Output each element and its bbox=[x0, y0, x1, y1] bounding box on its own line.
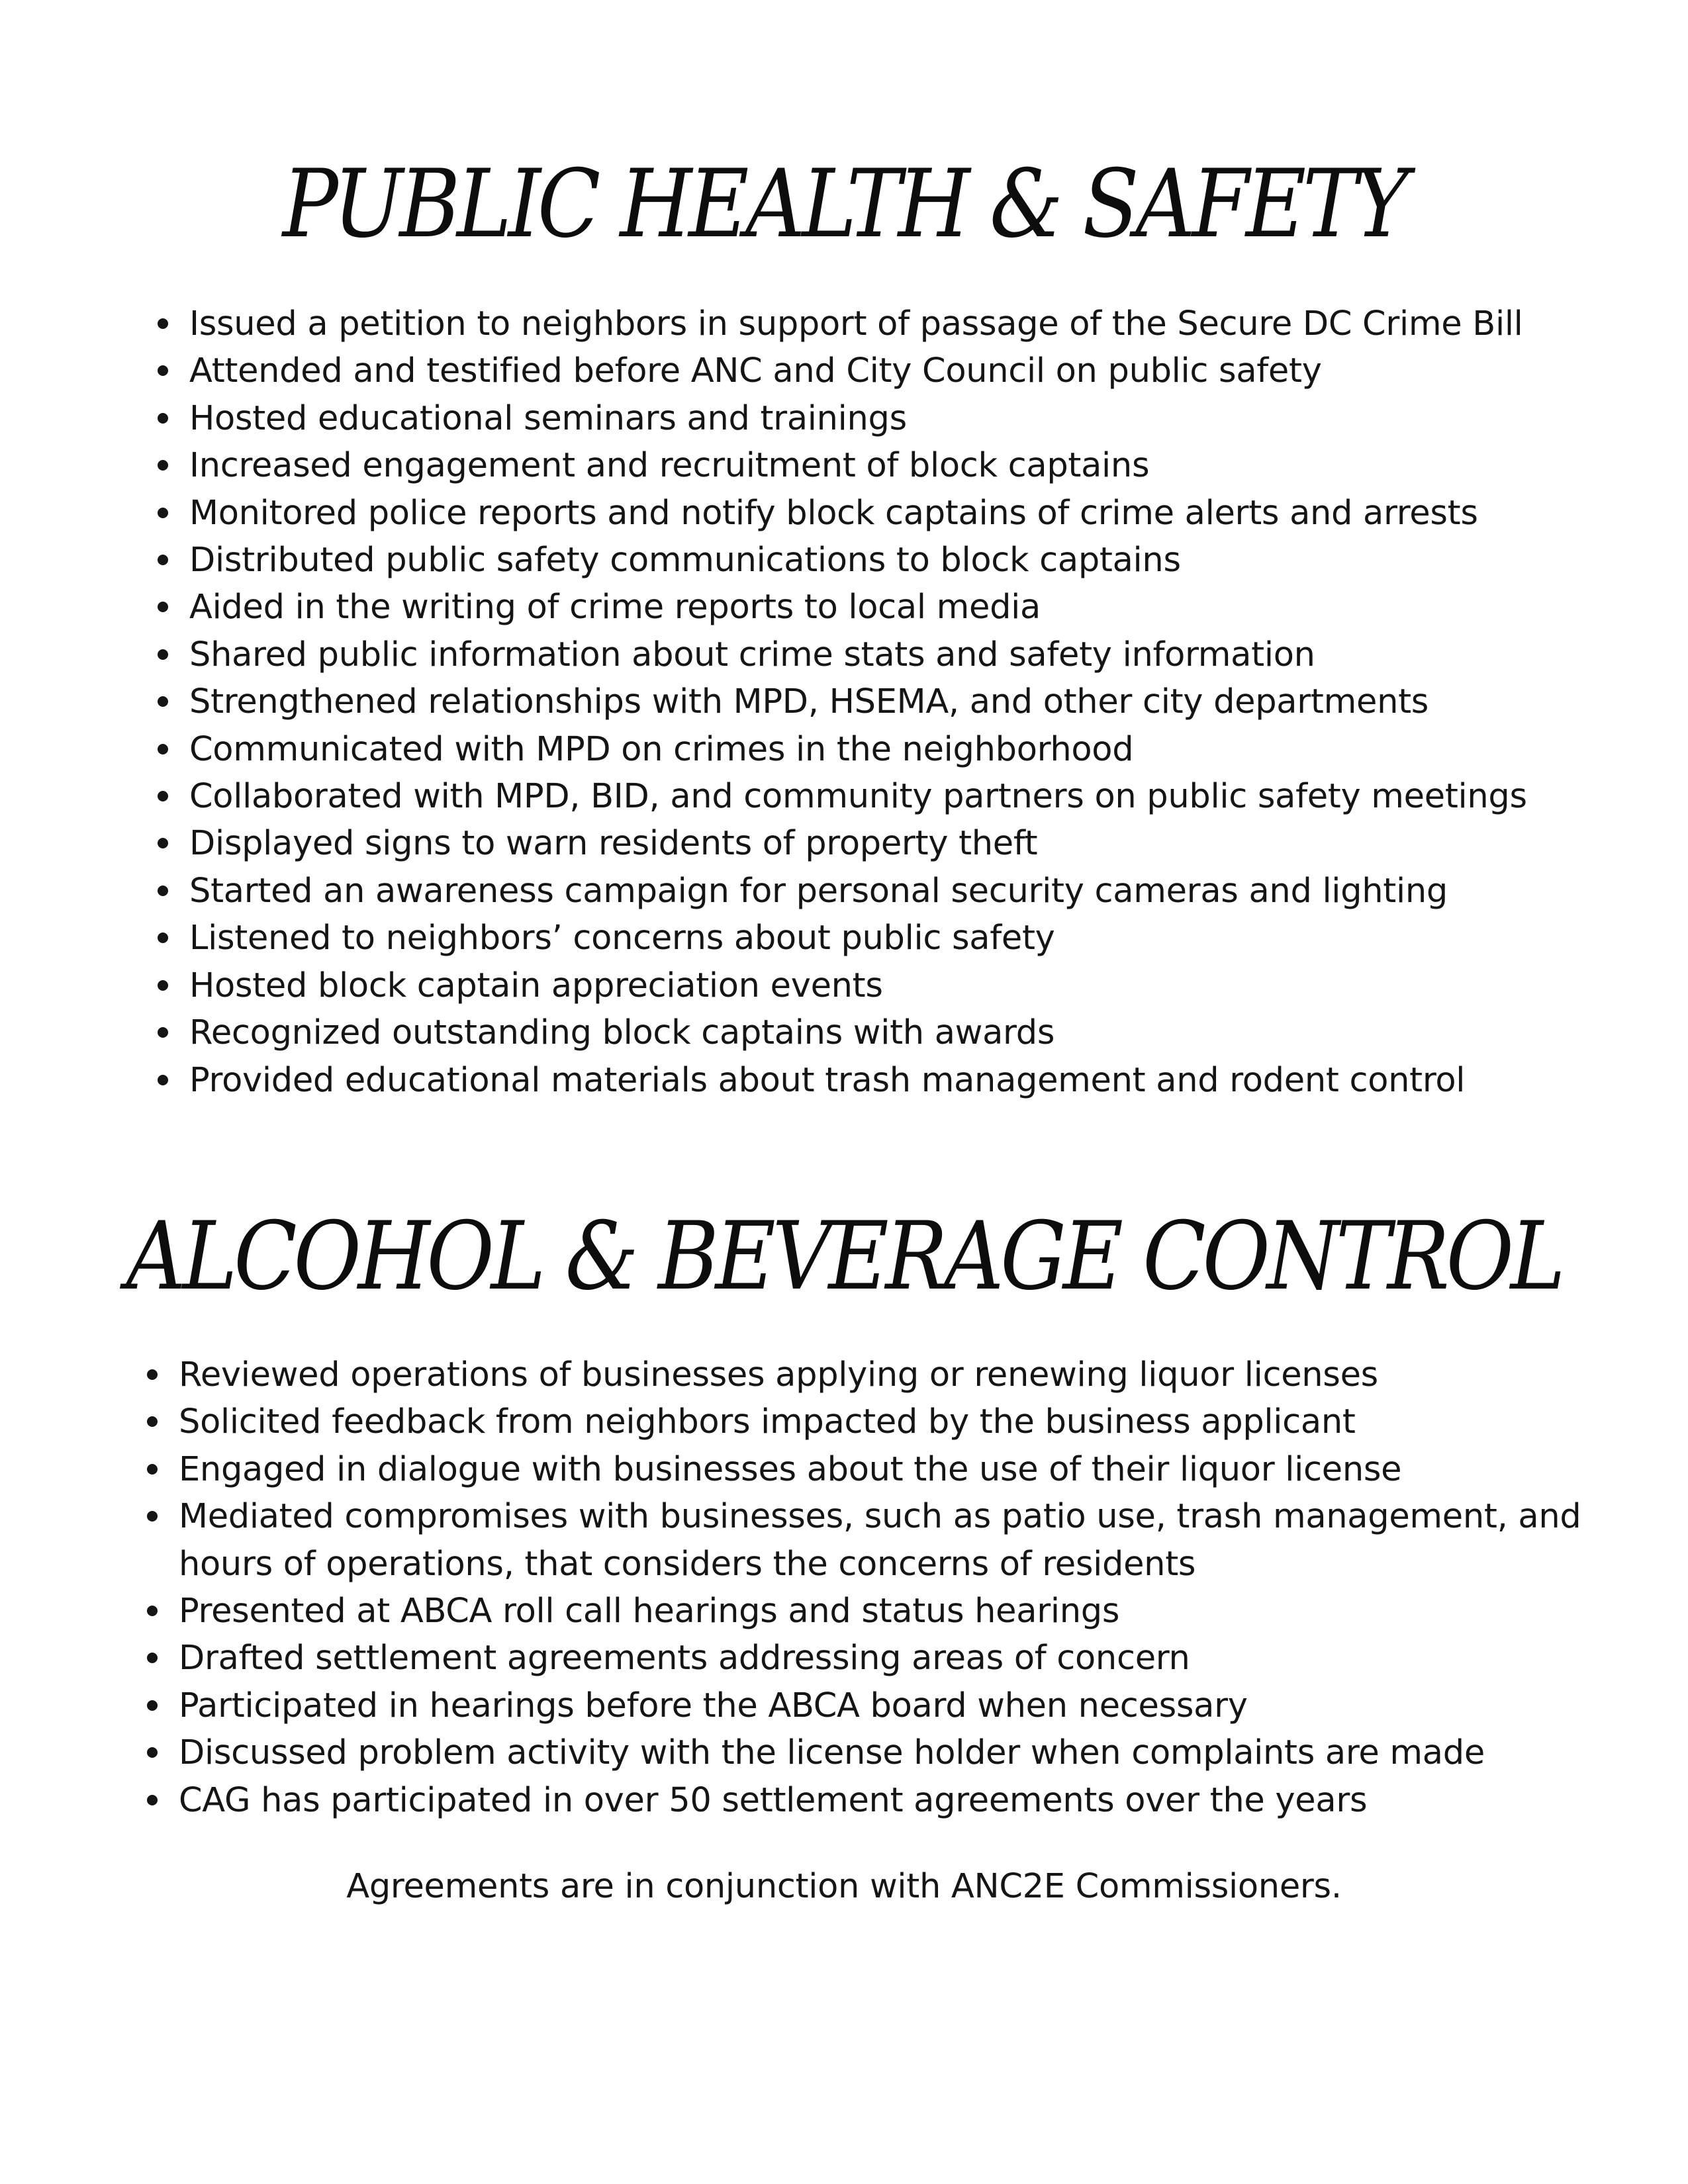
bullet-icon bbox=[147, 1416, 158, 1427]
list-item-text: Mediated compromises with businesses, such as patio use, trash management, and hours of operations, that considers the concerns of residents bbox=[179, 1497, 1581, 1584]
bullet-icon bbox=[147, 1700, 158, 1711]
bullet-icon bbox=[158, 460, 168, 471]
list-item-text: Increased engagement and recruitment of block captains bbox=[189, 446, 1150, 486]
list-item-text: Recognized outstanding block captains with awards bbox=[189, 1013, 1055, 1053]
list-item bbox=[140, 1777, 1597, 1824]
list-item bbox=[151, 915, 1594, 962]
list-item bbox=[151, 726, 1594, 773]
list-item bbox=[140, 1635, 1597, 1682]
list-item bbox=[151, 820, 1594, 867]
bullet-icon bbox=[147, 1795, 158, 1805]
list-item-text: Monitored police reports and notify block captains of crime alerts and arrests bbox=[189, 493, 1478, 533]
bullet-icon bbox=[158, 933, 168, 943]
list-item-text: Participated in hearings before the ABCA board when necessary bbox=[179, 1686, 1248, 1725]
list-item bbox=[151, 631, 1594, 678]
bullet-icon bbox=[158, 1027, 168, 1038]
list-item-text: Issued a petition to neighbors in support of passage of the Secure DC Crime Bill bbox=[189, 304, 1523, 343]
bullet-icon bbox=[158, 744, 168, 754]
list-item-text: Communicated with MPD on crimes in the neighborhood bbox=[189, 729, 1134, 769]
list-item bbox=[151, 300, 1594, 347]
list-item bbox=[151, 537, 1594, 584]
bullet-icon bbox=[158, 508, 168, 518]
bullet-icon bbox=[158, 1075, 168, 1085]
list-item-text: Distributed public safety communications to block captains bbox=[189, 541, 1181, 580]
bullet-icon bbox=[147, 1747, 158, 1758]
list-item bbox=[151, 490, 1594, 537]
list-item-text: Reviewed operations of businesses applying or renewing liquor licenses bbox=[179, 1355, 1378, 1394]
bullet-icon bbox=[158, 696, 168, 707]
bullet-icon bbox=[158, 791, 168, 801]
bullet-icon bbox=[147, 1464, 158, 1475]
bullet-icon bbox=[147, 1369, 158, 1380]
footnote: Agreements are in conjunction with ANC2E Commissioners. bbox=[346, 1867, 1342, 1906]
list-item bbox=[140, 1588, 1597, 1635]
list-item bbox=[140, 1729, 1597, 1776]
list-item-text: Hosted educational seminars and trainings bbox=[189, 398, 907, 438]
list-item bbox=[140, 1351, 1597, 1398]
bullet-icon bbox=[158, 365, 168, 376]
list-item-text: Displayed signs to warn residents of property theft bbox=[189, 824, 1038, 864]
list-item-text: Provided educational materials about trash management and rodent control bbox=[189, 1060, 1466, 1100]
list-item-text: Shared public information about crime stats and safety information bbox=[189, 635, 1315, 674]
bullet-icon bbox=[158, 602, 168, 612]
list-item bbox=[151, 347, 1594, 394]
section-heading-alcohol-beverage-control: ALCOHOL & BEVERAGE CONTROL bbox=[126, 1202, 1562, 1311]
list-item bbox=[151, 442, 1594, 489]
list-item-text: Collaborated with MPD, BID, and community partners on public safety meetings bbox=[189, 777, 1527, 817]
list-item bbox=[140, 1398, 1597, 1445]
list-item-text: Hosted block captain appreciation events bbox=[189, 966, 883, 1005]
list-item-text: Discussed problem activity with the license holder when complaints are made bbox=[179, 1733, 1485, 1773]
list-item bbox=[140, 1493, 1609, 1588]
alcohol-beverage-control-list bbox=[140, 1351, 1597, 1824]
bullet-icon bbox=[147, 1606, 158, 1616]
list-item-text: Strengthened relationships with MPD, HSEMA, and other city departments bbox=[189, 682, 1429, 722]
list-item bbox=[151, 962, 1594, 1009]
bullet-icon bbox=[147, 1653, 158, 1663]
list-item-text: Listened to neighbors’ concerns about public safety bbox=[189, 919, 1055, 958]
section-heading-public-health-safety: PUBLIC HEALTH & SAFETY bbox=[282, 150, 1406, 259]
list-item-text: CAG has participated in over 50 settlement agreements over the years bbox=[179, 1780, 1368, 1820]
bullet-icon bbox=[158, 886, 168, 896]
list-item bbox=[151, 773, 1594, 820]
list-item bbox=[140, 1682, 1597, 1729]
list-item-text: Attended and testified before ANC and City Council on public safety bbox=[189, 351, 1322, 391]
bullet-icon bbox=[158, 838, 168, 848]
list-item-text: Drafted settlement agreements addressing areas of concern bbox=[179, 1639, 1190, 1678]
list-item-text: Presented at ABCA roll call hearings and status hearings bbox=[179, 1592, 1120, 1631]
public-health-safety-list bbox=[151, 300, 1594, 1104]
bullet-icon bbox=[158, 649, 168, 660]
bullet-icon bbox=[147, 1511, 158, 1522]
list-item bbox=[151, 868, 1594, 915]
list-item bbox=[151, 1057, 1594, 1104]
list-item-text: Started an awareness campaign for personal security cameras and lighting bbox=[189, 871, 1448, 911]
bullet-icon bbox=[158, 318, 168, 329]
list-item bbox=[151, 1009, 1594, 1056]
list-item bbox=[140, 1446, 1597, 1493]
list-item bbox=[151, 678, 1594, 725]
bullet-icon bbox=[158, 555, 168, 565]
list-item-text: Engaged in dialogue with businesses about the use of their liquor license bbox=[179, 1449, 1402, 1489]
list-item-text: Aided in the writing of crime reports to local media bbox=[189, 588, 1041, 627]
list-item bbox=[151, 395, 1594, 442]
list-item-text: Solicited feedback from neighbors impacted by the business applicant bbox=[179, 1402, 1356, 1442]
bullet-icon bbox=[158, 980, 168, 991]
bullet-icon bbox=[158, 413, 168, 424]
list-item bbox=[151, 584, 1594, 631]
